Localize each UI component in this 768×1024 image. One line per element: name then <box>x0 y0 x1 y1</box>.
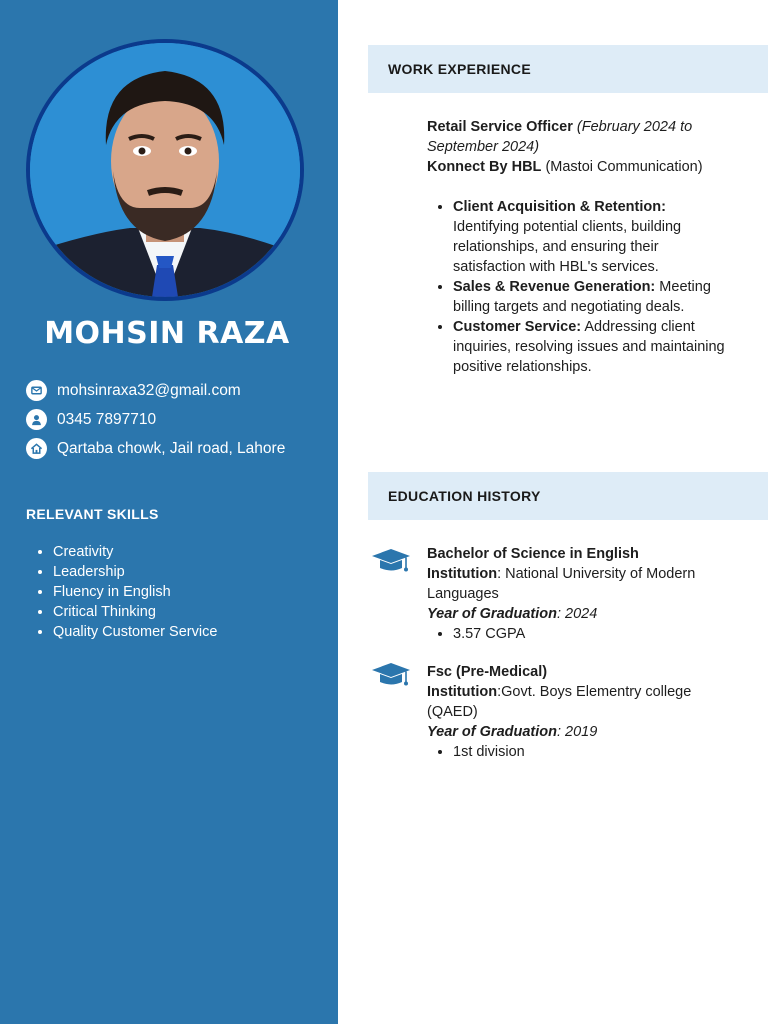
education-history-heading: EDUCATION HISTORY <box>368 472 768 520</box>
skill-item: • Critical Thinking <box>53 602 217 622</box>
duty-label: Client Acquisition & Retention: <box>453 199 666 215</box>
institution-name: :Govt. Boys Elementry college (QAED) <box>427 684 692 720</box>
skills-list <box>26 542 217 642</box>
skill-item: • Creativity <box>53 542 217 562</box>
email-text: mohsinraxa32@gmail.com <box>57 381 241 399</box>
envelope-icon <box>26 380 47 401</box>
company-note: (Mastoi Communication) <box>545 159 703 175</box>
skill-item: • Leadership <box>53 562 217 582</box>
graduation-cap-icon <box>371 548 411 574</box>
contact-email <box>26 376 285 405</box>
duty-item <box>453 277 727 317</box>
work-entry <box>427 117 727 377</box>
skill-item: • Quality Customer Service <box>53 622 217 642</box>
graduation-year: : 2019 <box>556 724 598 740</box>
degree-title: Bachelor of Science in English <box>427 546 639 562</box>
sidebar <box>0 0 338 1024</box>
duties-list <box>427 197 727 377</box>
work-experience-heading: WORK EXPERIENCE <box>368 45 768 93</box>
duty-item <box>453 197 727 277</box>
home-icon <box>26 438 47 459</box>
duty-label: Customer Service: <box>453 319 582 335</box>
education-note: • 3.57 CGPA <box>453 624 727 644</box>
main-content <box>338 0 768 1024</box>
graduation-year: : 2024 <box>556 606 598 622</box>
institution-line: Institution: National University of Modern Languages <box>427 566 696 602</box>
profile-photo-illustration <box>30 43 300 297</box>
skill-item: • Fluency in English <box>53 582 217 602</box>
duty-text: Identifying potential clients, building relationships, and ensuring their satisfaction with HBL's services. <box>453 219 682 275</box>
education-entry <box>427 662 727 762</box>
address-text: Qartaba chowk, Jail road, Lahore <box>57 439 286 457</box>
person-icon <box>26 409 47 430</box>
institution-name: : National University of Modern Languages <box>427 566 696 602</box>
education-notes <box>427 742 727 762</box>
contact-address <box>26 434 285 463</box>
job-dates: (February 2024 to September 2024) <box>427 119 693 155</box>
contact-info <box>26 376 285 463</box>
contact-phone <box>26 405 285 434</box>
profile-photo <box>26 39 304 301</box>
education-note: • 1st division <box>453 742 727 762</box>
duty-item <box>453 317 727 377</box>
duty-text: Addressing client inquiries, resolving issues and maintaining positive relationships. <box>453 319 725 375</box>
duty-text: Meeting billing targets and negotiating deals. <box>453 279 711 315</box>
graduation-year-line: Year of Graduation: 2019 <box>427 724 598 740</box>
company-name: Konnect By HBL <box>427 159 542 175</box>
skills-heading: RELEVANT SKILLS <box>26 506 159 522</box>
job-title-line <box>427 117 727 157</box>
degree-title: Fsc (Pre-Medical) <box>427 664 548 680</box>
company-line <box>427 157 727 177</box>
phone-text: 0345 7897710 <box>57 410 157 428</box>
graduation-year-line: Year of Graduation: 2024 <box>427 606 598 622</box>
candidate-name: MOHSIN RAZA <box>44 316 290 351</box>
institution-line: Institution:Govt. Boys Elementry college (QAED) <box>427 684 692 720</box>
job-title: Retail Service Officer <box>427 119 573 135</box>
duty-label: Sales & Revenue Generation: <box>453 279 656 295</box>
education-notes <box>427 624 727 644</box>
education-entry <box>427 544 727 644</box>
graduation-cap-icon <box>371 662 411 688</box>
